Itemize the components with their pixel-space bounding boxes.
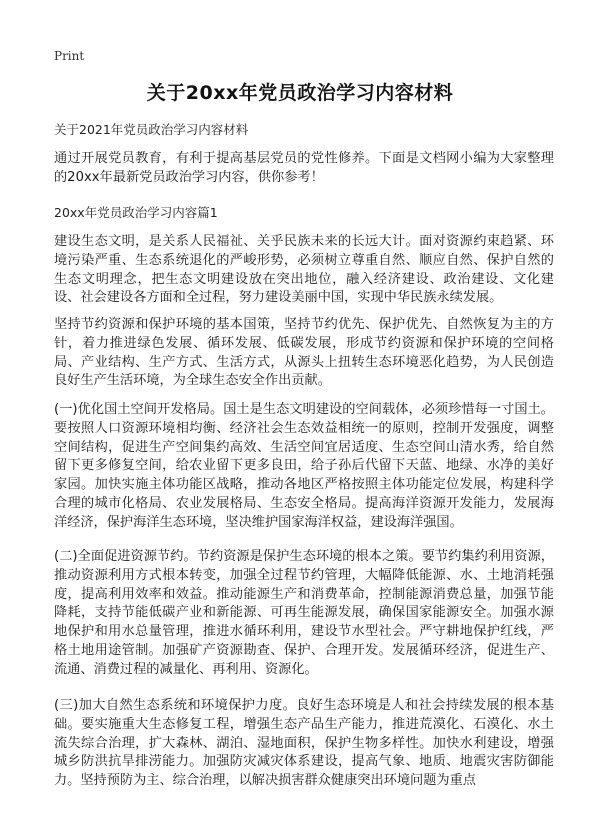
document-subtitle: 关于2021年党员政治学习内容材料 <box>54 122 249 137</box>
document-title: 关于20xx年党员政治学习内容材料 <box>146 82 454 104</box>
body-paragraph: 坚持节约资源和保护环境的基本国策，坚持节约优先、保护优先、自然恢复为主的方针，着力推进绿色发展、循环发展、低碳发展，形成节约资源和保护环境的空间格局、产业结构、生产方式、生活方式，从源头上扭转生态环境恶化趋势，为人民创造良好生产生活环境，为全球生态安全作出贡献。 <box>54 317 554 389</box>
body-paragraph: 建设生态文明，是关系人民福祉、关乎民族未来的长远大计。面对资源约束趋紧、环境污染严重、生态系统退化的严峻形势，必须树立尊重自然、顺应自然、保护自然的生态文明理念，把生态文明建设放在突出地位，融入经济建设、政治建设、文化建设、社会建设各方面和全过程，努力建设美丽中国，实现中华民族永续发展。 <box>54 234 554 306</box>
body-paragraph: (二)全面促进资源节约。节约资源是保护生态环境的根本之策。要节约集约利用资源，推动资源利用方式根本转变，加强全过程节约管理，大幅降低能源、水、土地消耗强度，提高利用效率和效益。推动能源生产和消费革命，控制能源消费总量，加强节能降耗，支持节能低碳产业和新能源、可再生能源发展，确保国家能源安全。加强水源地保护和用水总量管理，推进水循环利用，建设节水型社会。严守耕地保护红线，严格土地用途管制。加强矿产资源勘查、保护、合理开发。发展循环经济，促进生产、流通、消费过程的减量化、再利用、资源化。 <box>54 549 554 677</box>
body-paragraph: (一)优化国土空间开发格局。国土是生态文明建设的空间载体，必须珍惜每一寸国土。要按照人口资源环境相均衡、经济社会生态效益相统一的原则，控制开发强度，调整空间结构，促进生产空间集约高效、生活空间宜居适度、生态空间山清水秀，给自然留下更多修复空间，给农业留下更多良田，给子孙后代留下天蓝、地绿、水净的美好家园。加快实施主体功能区战略，推动各地区严格按照主体功能定位发展，构建科学合理的城市化格局、农业发展格局、生态安全格局。提高海洋资源开发能力，发展海洋经济，保护海洋生态环境，坚决维护国家海洋权益，建设海洋强国。 <box>54 402 554 530</box>
body-paragraph: (三)加大自然生态系统和环境保护力度。良好生态环境是人和社会持续发展的根本基础。要实施重大生态修复工程，增强生态产品生产能力，推进荒漠化、石漠化、水土流失综合治理，扩大森林、湖泊、湿地面积，保护生物多样性。加快水利建设，增强城乡防洪抗旱排涝能力。加强防灾减灾体系建设，提高气象、地质、地震灾害防御能力。坚持预防为主、综合治理，以解决损害群众健康突出环境问题为重点 <box>54 698 554 789</box>
print-link[interactable]: Print <box>54 49 85 63</box>
intro-paragraph: 通过开展党员教育，有利于提高基层党员的党性修养。下面是文档网小编为大家整理的20xx年最新党员政治学习内容，供你参考！ <box>54 151 554 185</box>
section-heading: 20xx年党员政治学习内容篇1 <box>54 205 218 220</box>
